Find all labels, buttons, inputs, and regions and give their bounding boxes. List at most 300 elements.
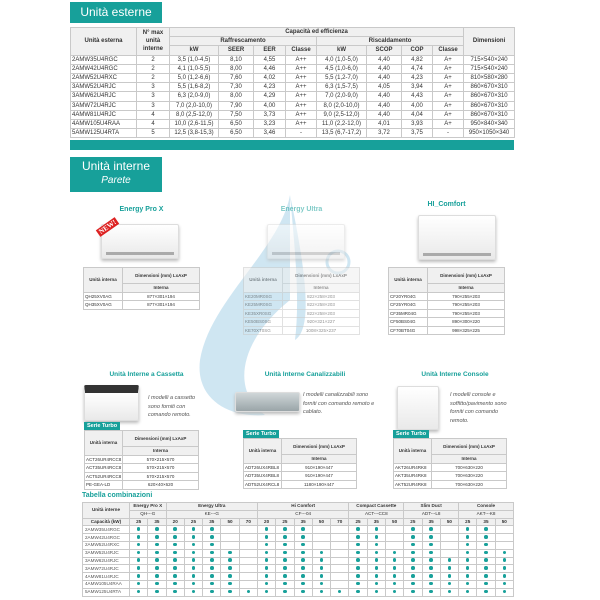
- table-cell: 6,3 (2,0-9,0): [170, 92, 219, 101]
- compatible-dot-icon: [210, 582, 214, 586]
- table-cell: 3AMW62U4RJC: [71, 92, 137, 101]
- compatible-dot-icon: [155, 590, 159, 594]
- compatible-dot-icon: [356, 558, 360, 562]
- th-kw: kW: [170, 46, 219, 55]
- compat-cell: [203, 526, 221, 534]
- compat-cell: [276, 541, 294, 549]
- table-row: [71, 73, 515, 82]
- table-cell: 700×630×220: [432, 472, 507, 481]
- compatible-dot-icon: [393, 582, 397, 586]
- table-cell: 790×255×203: [428, 292, 505, 301]
- dimensions-table: [393, 438, 507, 489]
- table-cell: 5,0 (1,2-6,6): [170, 73, 219, 82]
- th-capacity-value: 35: [148, 518, 166, 526]
- table-cell: 4,40: [367, 92, 402, 101]
- table-cell: ACT26UR4RCC8: [86, 456, 122, 462]
- table-cell: 3,94: [402, 83, 433, 92]
- th-classe: Classe: [286, 46, 317, 55]
- table-cell: 4,74: [402, 64, 433, 73]
- th-capacity-value: 50: [312, 518, 330, 526]
- table-row: [71, 83, 515, 92]
- compatible-dot-icon: [155, 543, 159, 547]
- compatible-dot-icon: [375, 558, 379, 562]
- dimensions-table: [84, 430, 199, 490]
- th-unit: Unità interna: [244, 268, 283, 293]
- compatible-dot-icon: [155, 582, 159, 586]
- table-cell: 4,55: [254, 55, 286, 64]
- compatible-dot-icon: [228, 566, 232, 570]
- compat-cell: [440, 580, 458, 588]
- compat-cell: [422, 541, 440, 549]
- table-cell: 2AMW35U4RGC: [71, 55, 137, 64]
- table-row: [71, 129, 515, 138]
- compat-cell: [148, 541, 166, 549]
- compatible-dot-icon: [265, 551, 269, 555]
- table-row: [244, 472, 357, 481]
- compatible-dot-icon: [375, 527, 379, 531]
- compat-cell: [459, 541, 477, 549]
- product-description: I modelli a cassetto sono forniti con comando remoto.: [148, 395, 196, 418]
- table-row: [389, 318, 505, 327]
- table-cell: 3,93: [402, 119, 433, 128]
- table-row: [244, 480, 357, 489]
- table-cell: 5,5 (1,6-8,2): [170, 83, 219, 92]
- dimensions-table: [388, 267, 505, 335]
- table-cell: 950×1050×340: [464, 129, 515, 138]
- th-group-code: AKT---K8: [459, 510, 514, 518]
- compat-cell: [495, 534, 513, 542]
- compatible-dot-icon: [173, 527, 177, 531]
- table-cell: ADT52UX4RCL8: [244, 480, 282, 489]
- table-row: [83, 557, 514, 565]
- compat-cell: [385, 549, 403, 557]
- table-cell: 860×670×310: [464, 110, 515, 119]
- table-row: [244, 326, 360, 335]
- table-row: [394, 472, 507, 481]
- compatible-dot-icon: [429, 527, 433, 531]
- compat-cell: [349, 565, 367, 573]
- compatible-dot-icon: [320, 590, 324, 594]
- table-cell: A++: [286, 119, 317, 128]
- table-cell: QH35XV0AG: [84, 301, 123, 310]
- th-capacity-value: 25: [404, 518, 422, 526]
- compat-cell: [459, 565, 477, 573]
- table-cell: 877×301×194: [123, 301, 200, 310]
- outdoor-unit-name: 5AMW125U4RTA: [83, 588, 130, 596]
- table-cell: 4,40: [367, 64, 402, 73]
- table-cell: 10,0 (2,6-11,5): [170, 119, 219, 128]
- compatible-dot-icon: [356, 590, 360, 594]
- compatible-dot-icon: [301, 582, 305, 586]
- table-cell: A+: [433, 101, 464, 110]
- compatible-dot-icon: [228, 574, 232, 578]
- compatible-dot-icon: [210, 551, 214, 555]
- compatible-dot-icon: [375, 582, 379, 586]
- compat-cell: [385, 534, 403, 542]
- table-cell: 920×321×227: [283, 318, 360, 327]
- compatible-dot-icon: [484, 543, 488, 547]
- table-cell: 9,0 (2,5-12,0): [317, 110, 367, 119]
- table-cell: 4,29: [254, 92, 286, 101]
- product-description: I modelli canalizzabili sono forniti con comando remoto e cablato.: [303, 392, 375, 415]
- compat-cell: [130, 549, 148, 557]
- table-cell: 4,23: [402, 73, 433, 82]
- compat-cell: [148, 557, 166, 565]
- compat-cell: [203, 573, 221, 581]
- table-cell: PE-GEA-LD: [85, 481, 123, 490]
- compat-cell: [203, 549, 221, 557]
- compat-cell: [477, 580, 495, 588]
- compat-cell: [221, 565, 239, 573]
- compat-cell: [404, 534, 422, 542]
- compatible-dot-icon: [375, 543, 379, 547]
- table-cell: A+: [433, 119, 464, 128]
- table-cell: 3,23: [254, 119, 286, 128]
- compat-cell: [367, 573, 385, 581]
- table-cell: 4,43: [402, 92, 433, 101]
- table-row: [394, 463, 507, 472]
- compat-cell: [331, 526, 349, 534]
- compat-cell: [440, 588, 458, 596]
- compatible-dot-icon: [411, 527, 415, 531]
- compat-cell: [130, 565, 148, 573]
- compat-cell: [148, 534, 166, 542]
- table-cell: 2AMW42U4RGC: [71, 64, 137, 73]
- table-row: [389, 309, 505, 318]
- table-cell: 1008×325×237: [283, 326, 360, 335]
- compatible-dot-icon: [265, 574, 269, 578]
- compatible-dot-icon: [265, 590, 269, 594]
- compatible-dot-icon: [411, 574, 415, 578]
- compatible-dot-icon: [283, 574, 287, 578]
- compat-cell: [257, 588, 275, 596]
- compat-cell: [495, 565, 513, 573]
- compat-cell: [404, 557, 422, 565]
- compat-cell: [459, 549, 477, 557]
- table-row: [244, 463, 357, 472]
- compat-cell: [203, 534, 221, 542]
- compatible-dot-icon: [192, 551, 196, 555]
- compat-cell: [239, 580, 257, 588]
- table-row: [85, 464, 199, 473]
- compatible-dot-icon: [466, 535, 470, 539]
- table-cell: 4,0 (1,0-5,0): [317, 55, 367, 64]
- table-cell: 715×540×240: [464, 64, 515, 73]
- compat-cell: [367, 565, 385, 573]
- compat-cell: [477, 565, 495, 573]
- compatible-dot-icon: [283, 527, 287, 531]
- compat-cell: [221, 541, 239, 549]
- table-cell: 7,0 (2,0-9,0): [317, 92, 367, 101]
- table-cell: 7,90: [219, 101, 254, 110]
- compatible-dot-icon: [173, 558, 177, 562]
- table-cell: 4,40: [367, 73, 402, 82]
- th-unit: Unità interna: [85, 431, 123, 456]
- compat-cell: [276, 565, 294, 573]
- serie-label: Serie Turbo: [84, 422, 120, 430]
- compat-cell: [404, 580, 422, 588]
- compat-cell: [440, 541, 458, 549]
- compatible-dot-icon: [155, 535, 159, 539]
- outdoor-unit-name: 3AMW52U4RJC: [83, 549, 130, 557]
- compat-cell: [257, 580, 275, 588]
- compat-cell: [148, 588, 166, 596]
- unit-vent: [423, 253, 491, 256]
- compat-cell: [276, 573, 294, 581]
- table-cell: 4,00: [254, 101, 286, 110]
- table-row: [71, 101, 515, 110]
- compatible-dot-icon: [356, 574, 360, 578]
- table-cell: 877×301×194: [123, 292, 200, 301]
- compatible-dot-icon: [448, 558, 452, 562]
- compatible-dot-icon: [265, 535, 269, 539]
- compat-cell: [440, 549, 458, 557]
- compatible-dot-icon: [484, 574, 488, 578]
- compat-cell: [276, 588, 294, 596]
- compatible-dot-icon: [137, 590, 141, 594]
- compat-cell: [422, 588, 440, 596]
- table-row: [71, 92, 515, 101]
- table-cell: 3,5 (1,0-4,5): [170, 55, 219, 64]
- compatible-dot-icon: [466, 551, 470, 555]
- indoor-subtitle: Parete: [101, 175, 131, 186]
- compat-cell: [130, 526, 148, 534]
- compat-cell: [404, 588, 422, 596]
- compat-cell: [257, 549, 275, 557]
- compat-cell: [221, 549, 239, 557]
- compat-cell: [459, 588, 477, 596]
- table-row: [71, 110, 515, 119]
- wall-unit-image: [101, 224, 179, 259]
- compatible-dot-icon: [301, 551, 305, 555]
- th-capacity-value: 70: [239, 518, 257, 526]
- table-cell: KE50BS0SG: [244, 318, 283, 327]
- compatible-dot-icon: [137, 535, 141, 539]
- compat-cell: [276, 580, 294, 588]
- table-cell: 3,73: [254, 110, 286, 119]
- compatible-dot-icon: [320, 551, 324, 555]
- compat-cell: [404, 526, 422, 534]
- table-cell: 8,0 (2,5-12,0): [170, 110, 219, 119]
- th-capacity-value: 20: [166, 518, 184, 526]
- table-cell: 2: [137, 64, 170, 73]
- table-cell: 1180×190×447: [282, 480, 357, 489]
- table-cell: 570×215×570: [123, 464, 199, 473]
- th-seer: SEER: [219, 46, 254, 55]
- outdoor-title: Unità esterne: [70, 2, 162, 23]
- compat-cell: [294, 549, 312, 557]
- compat-cell: [148, 526, 166, 534]
- table-row: [83, 541, 514, 549]
- compat-cell: [294, 565, 312, 573]
- compat-cell: [166, 580, 184, 588]
- compatible-dot-icon: [320, 582, 324, 586]
- th-capacity-value: 35: [367, 518, 385, 526]
- outdoor-unit-name: 3AMW62U4RJC: [83, 557, 130, 565]
- compat-cell: [495, 526, 513, 534]
- compat-cell: [203, 580, 221, 588]
- compat-cell: [239, 534, 257, 542]
- table-cell: ACT52UR4RCC8: [86, 473, 122, 479]
- table-cell: 822×258×203: [283, 292, 360, 301]
- table-row: [83, 580, 514, 588]
- table-cell: A+: [433, 64, 464, 73]
- table-cell: 6,3 (1,5-7,5): [317, 83, 367, 92]
- compatible-dot-icon: [503, 582, 507, 586]
- compat-cell: [166, 588, 184, 596]
- th-cop: COP: [402, 46, 433, 55]
- wall-unit-image: [267, 224, 345, 259]
- table-footer-bar: [70, 140, 514, 150]
- compat-cell: [294, 580, 312, 588]
- compat-cell: [257, 526, 275, 534]
- dimensions-table: [83, 267, 200, 310]
- th-group-code: ADT---L8: [404, 510, 459, 518]
- compat-cell: [221, 588, 239, 596]
- outdoor-unit-name: 2AMW42U4RGC: [83, 534, 130, 542]
- compat-cell: [385, 565, 403, 573]
- compat-cell: [203, 557, 221, 565]
- table-cell: ACT35UR4RCC8: [86, 465, 122, 471]
- compat-cell: [184, 557, 202, 565]
- compat-cell: [477, 588, 495, 596]
- compatible-dot-icon: [375, 566, 379, 570]
- table-cell: 4,5 (1,0-6,0): [317, 64, 367, 73]
- compatible-dot-icon: [228, 582, 232, 586]
- compatible-dot-icon: [155, 558, 159, 562]
- compatible-dot-icon: [265, 543, 269, 547]
- table-cell: 4,23: [254, 83, 286, 92]
- outdoor-unit-name: 3AMW72U4RJC: [83, 565, 130, 573]
- compat-cell: [184, 565, 202, 573]
- table-cell: 950×840×340: [464, 119, 515, 128]
- th-group-name: Energy Pro X: [130, 503, 167, 511]
- th-group-code: QH---G: [130, 510, 167, 518]
- compat-cell: [221, 573, 239, 581]
- th-dims: Dimensioni (mm) LxAxP: [432, 439, 507, 455]
- outdoor-unit-name: 2AMW35U4RGC: [83, 526, 130, 534]
- compatible-dot-icon: [411, 566, 415, 570]
- compatible-dot-icon: [192, 590, 196, 594]
- compatible-dot-icon: [173, 566, 177, 570]
- table-cell: 910×190×447: [282, 472, 357, 481]
- th-capacity-value: 25: [184, 518, 202, 526]
- outdoor-units-table: [70, 27, 515, 138]
- table-cell: 4,40: [367, 101, 402, 110]
- th-capacity-value: 25: [459, 518, 477, 526]
- table-row: [85, 472, 199, 481]
- compat-cell: [257, 534, 275, 542]
- compatible-dot-icon: [411, 551, 415, 555]
- table-cell: AKT26UR4RK8: [394, 463, 432, 472]
- th-capacity-value: 25: [276, 518, 294, 526]
- compatible-dot-icon: [210, 590, 214, 594]
- table-cell: CF70BT04G: [389, 326, 428, 335]
- compatible-dot-icon: [393, 566, 397, 570]
- compatible-dot-icon: [393, 551, 397, 555]
- table-row: [83, 534, 514, 542]
- compat-cell: [459, 573, 477, 581]
- table-cell: 8,10: [219, 55, 254, 64]
- compat-cell: [184, 588, 202, 596]
- compat-cell: [203, 541, 221, 549]
- console-unit-image: [397, 386, 439, 430]
- table-cell: AKT52UR4RK8: [394, 480, 432, 489]
- compatible-dot-icon: [375, 535, 379, 539]
- compat-cell: [440, 557, 458, 565]
- compat-cell: [184, 549, 202, 557]
- table-cell: CF25YR04G: [389, 301, 428, 310]
- compatible-dot-icon: [192, 558, 196, 562]
- compat-cell: [477, 526, 495, 534]
- compatible-dot-icon: [411, 543, 415, 547]
- table-row: [389, 301, 505, 310]
- compat-cell: [349, 588, 367, 596]
- table-cell: A++: [286, 64, 317, 73]
- compat-cell: [166, 565, 184, 573]
- table-cell: 822×258×203: [283, 309, 360, 318]
- compat-cell: [184, 573, 202, 581]
- compatible-dot-icon: [283, 582, 287, 586]
- compatible-dot-icon: [356, 527, 360, 531]
- table-cell: 7,60: [219, 73, 254, 82]
- compatible-dot-icon: [466, 566, 470, 570]
- compatible-dot-icon: [192, 527, 196, 531]
- product-title: HI_Comfort: [427, 201, 466, 208]
- compat-cell: [495, 573, 513, 581]
- table-cell: 715×540×240: [464, 55, 515, 64]
- compat-cell: [367, 541, 385, 549]
- compat-cell: [257, 557, 275, 565]
- table-cell: 2AMW52U4RXC: [71, 73, 137, 82]
- compat-cell: [221, 526, 239, 534]
- table-cell: 860×670×310: [464, 101, 515, 110]
- table-cell: KE20MR0SG: [244, 292, 283, 301]
- table-cell: 8,0 (2,0-10,0): [317, 101, 367, 110]
- compatible-dot-icon: [484, 566, 488, 570]
- compatible-dot-icon: [210, 527, 214, 531]
- table-cell: A+: [433, 55, 464, 64]
- compatible-dot-icon: [466, 558, 470, 562]
- table-cell: 7,30: [219, 83, 254, 92]
- table-cell: 570×215×570: [123, 455, 199, 464]
- compat-cell: [166, 541, 184, 549]
- compat-cell: [184, 541, 202, 549]
- compat-cell: [312, 573, 330, 581]
- compatible-dot-icon: [320, 566, 324, 570]
- th-group-name: Slim Duct: [404, 503, 459, 511]
- compat-cell: [130, 573, 148, 581]
- compat-cell: [349, 541, 367, 549]
- compat-cell: [239, 541, 257, 549]
- th-classe: Classe: [433, 46, 464, 55]
- outdoor-unit-name: 4AMW81U4RJC: [83, 573, 130, 581]
- compatible-dot-icon: [137, 527, 141, 531]
- compat-cell: [239, 549, 257, 557]
- compatible-dot-icon: [484, 590, 488, 594]
- compatible-dot-icon: [411, 535, 415, 539]
- ducted-unit-image: [235, 392, 300, 412]
- compat-cell: [422, 565, 440, 573]
- compatible-dot-icon: [155, 566, 159, 570]
- table-cell: CF50BS04G: [389, 318, 428, 327]
- table-cell: A+: [433, 92, 464, 101]
- compatible-dot-icon: [338, 590, 342, 594]
- table-cell: 4,46: [254, 64, 286, 73]
- th-max: N° max unità interne: [137, 28, 170, 56]
- table-cell: A++: [286, 110, 317, 119]
- table-cell: 12,5 (3,8-15,3): [170, 129, 219, 138]
